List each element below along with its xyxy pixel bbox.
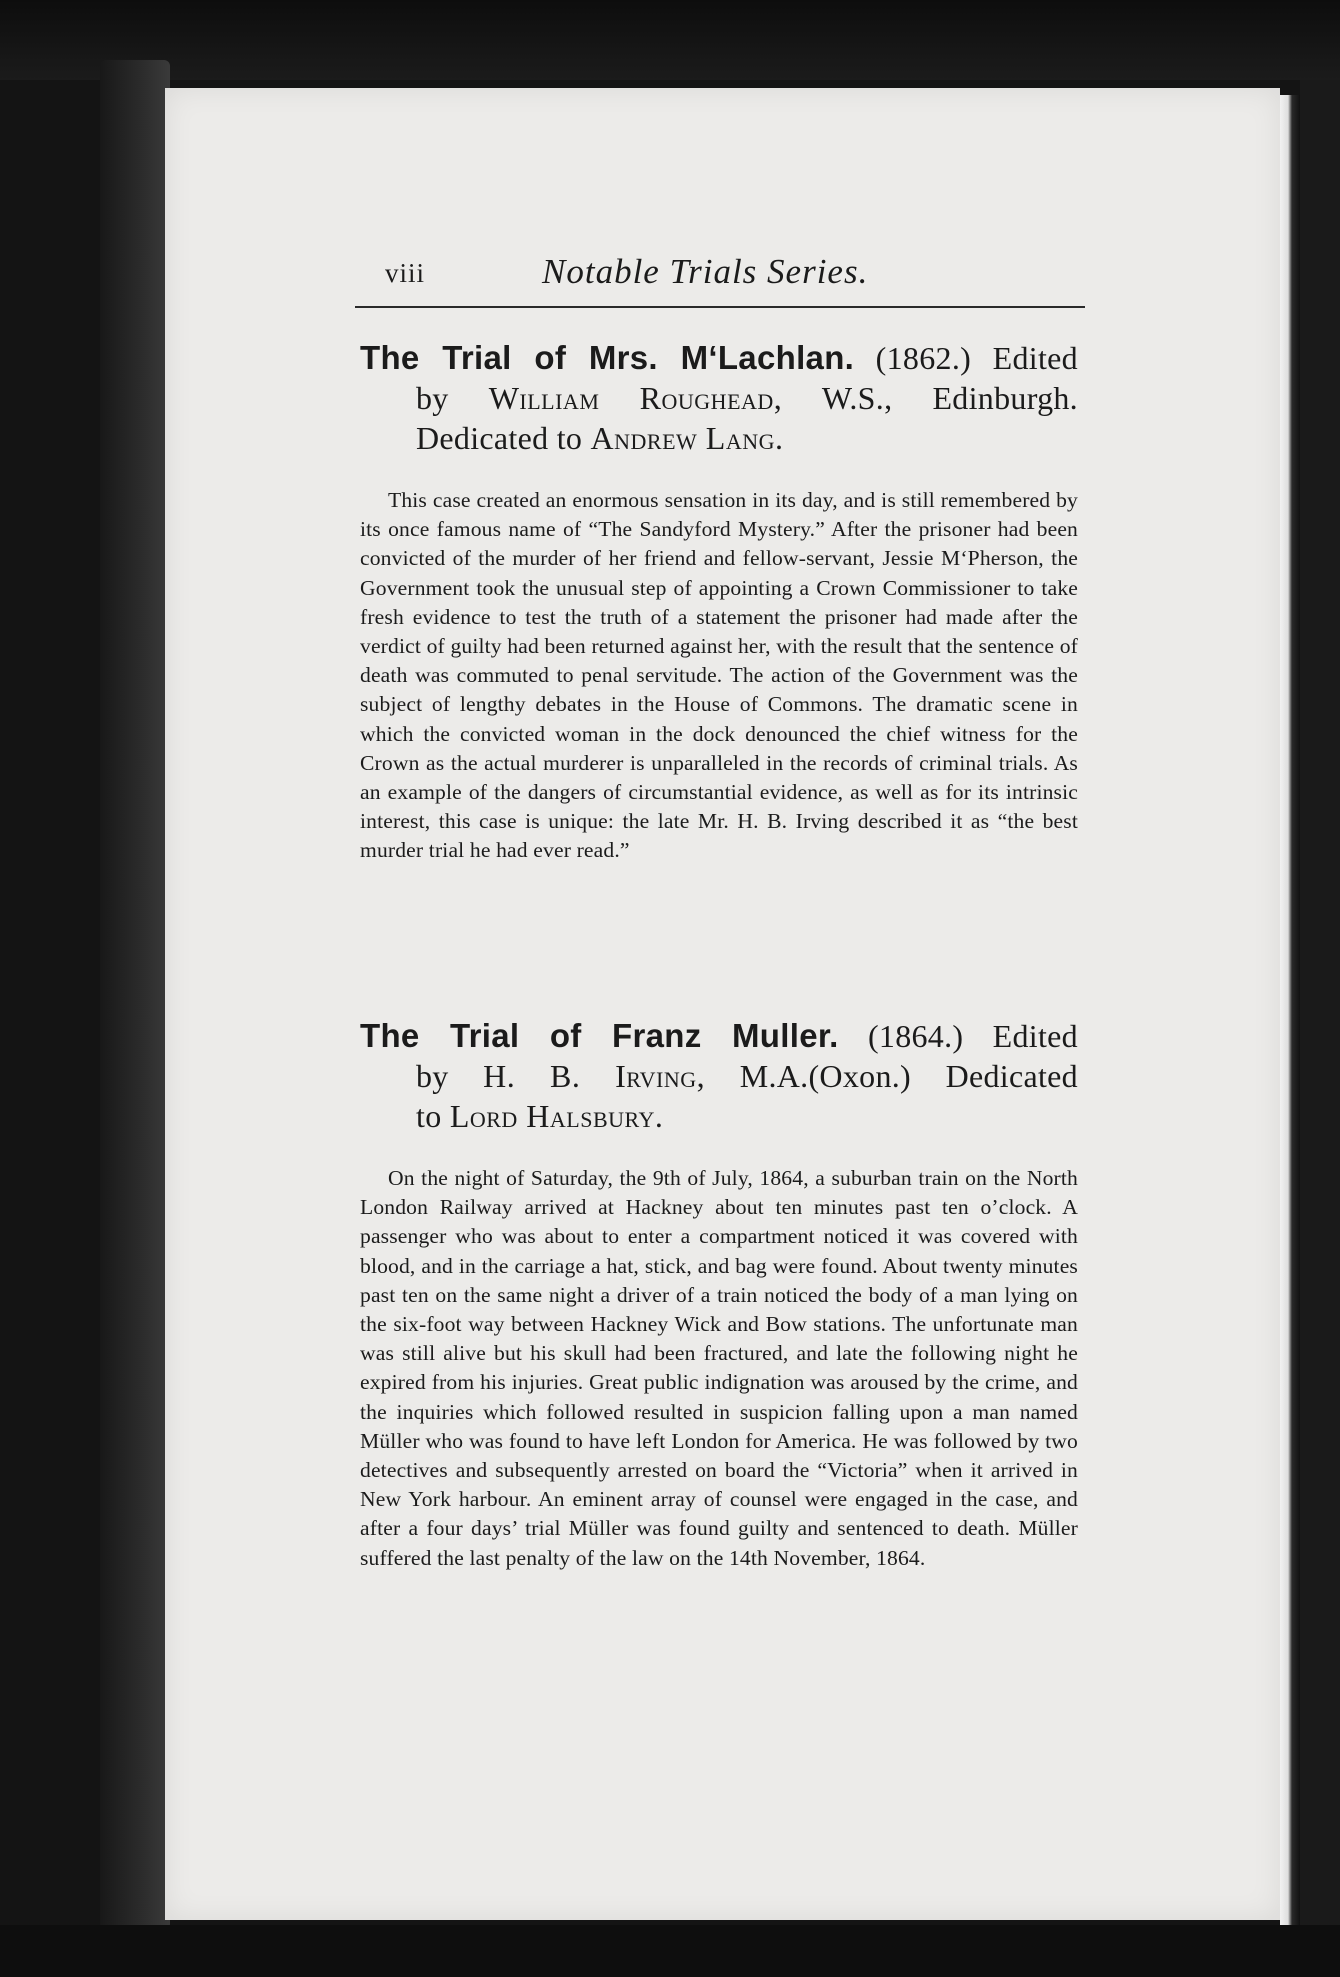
book-edge-left (100, 60, 170, 1930)
edited-label: Edited (992, 1018, 1078, 1054)
series-title: Notable Trials Series. (542, 252, 869, 291)
book-page (165, 88, 1280, 1920)
scan-background-right (1300, 80, 1340, 1940)
entry-description: This case created an enormous sensation in its day, and is still remembered by its once famous name of “The Sandyford Mystery.” After the prisoner had been convicted of the murder of her friend and fellow-servant, Jessie M‘Pherson, the Government took the unusual step of appointing a Crown Commissioner to take fresh evidence to test the truth of a statement the prisoner had made after the verdict of guilty had been returned against her, with the result that the sentence of death was commuted to penal servitude. The action of the Government was the subject of lengthy debates in the House of Commons. The dramatic scene in which the convicted woman in the dock denounced the chief witness for the Crown as the actual murderer is unparalleled in the records of criminal trials. As an example of the dangers of circumstantial evidence, as well as for its intrinsic interest, this case is unique: the late Mr. H. B. Irving described it as “the best murder trial he had ever read.” (360, 488, 1078, 863)
entry-heading-dedication-line (360, 1096, 1078, 1136)
entry-heading-editor-line (360, 1056, 1078, 1096)
entry-mclachlan (360, 338, 1078, 887)
by-label: by (416, 380, 449, 416)
header-rule (355, 306, 1085, 308)
entry-heading-dedication-line (360, 418, 1078, 458)
entry-heading (360, 338, 1078, 378)
trial-title: The Trial of Mrs. M‘Lachlan. (360, 339, 855, 376)
dedicated-label: Dedicated (945, 1058, 1078, 1094)
editor-suffix: M.A.(Oxon.) (739, 1058, 912, 1094)
edited-label: Edited (992, 340, 1078, 376)
editor-name: H. B. Irving, (483, 1058, 706, 1094)
entry-heading (360, 1016, 1078, 1056)
editor-suffix: W.S., Edinburgh. (821, 380, 1078, 416)
running-head (385, 252, 1025, 308)
trial-title: The Trial of Franz Muller. (360, 1017, 839, 1054)
scan-background-top (0, 0, 1340, 80)
dedicatee-name: Andrew Lang. (590, 420, 784, 456)
dedicatee-name: Lord Halsbury. (449, 1098, 664, 1134)
entry-heading-editor-line (360, 378, 1078, 418)
entry-muller (360, 1016, 1078, 1594)
trial-year: (1864.) (867, 1018, 964, 1054)
entry-description: On the night of Saturday, the 9th of July, 1864, a suburban train on the North London Railway arrived at Hackney about ten minutes past ten o’clock. A passenger who was about to enter a compartment noticed it was covered with blood, and in the carriage a hat, stick, and bag were found. About twenty minutes past ten on the same night a driver of a train noticed the body of a man lying on the six-foot way between Hackney Wick and Bow stations. The unfortunate man was still alive but his skull had been fractured, and late the following night he expired from his injuries. Great public indignation was aroused by the crime, and the inquiries which followed resulted in suspicion falling upon a man named Müller who was found to have left London for America. He was followed by two detectives and subsequently arrested on board the “Victoria” when it arrived in New York harbour. An eminent array of counsel were engaged in the case, and after a four days’ trial Müller was found guilty and sentenced to death. Müller suffered the last penalty of the law on the 14th November, 1864. (360, 1166, 1078, 1570)
to-label: to (416, 1098, 442, 1134)
editor-name: William Roughead, (488, 380, 783, 416)
page-number: viii (385, 258, 426, 288)
scan-background-bottom (0, 1925, 1340, 1977)
page-right-edge (1280, 95, 1300, 1925)
dedicated-label: Dedicated to (416, 420, 583, 456)
trial-year: (1862.) (875, 340, 972, 376)
by-label: by (416, 1058, 449, 1094)
